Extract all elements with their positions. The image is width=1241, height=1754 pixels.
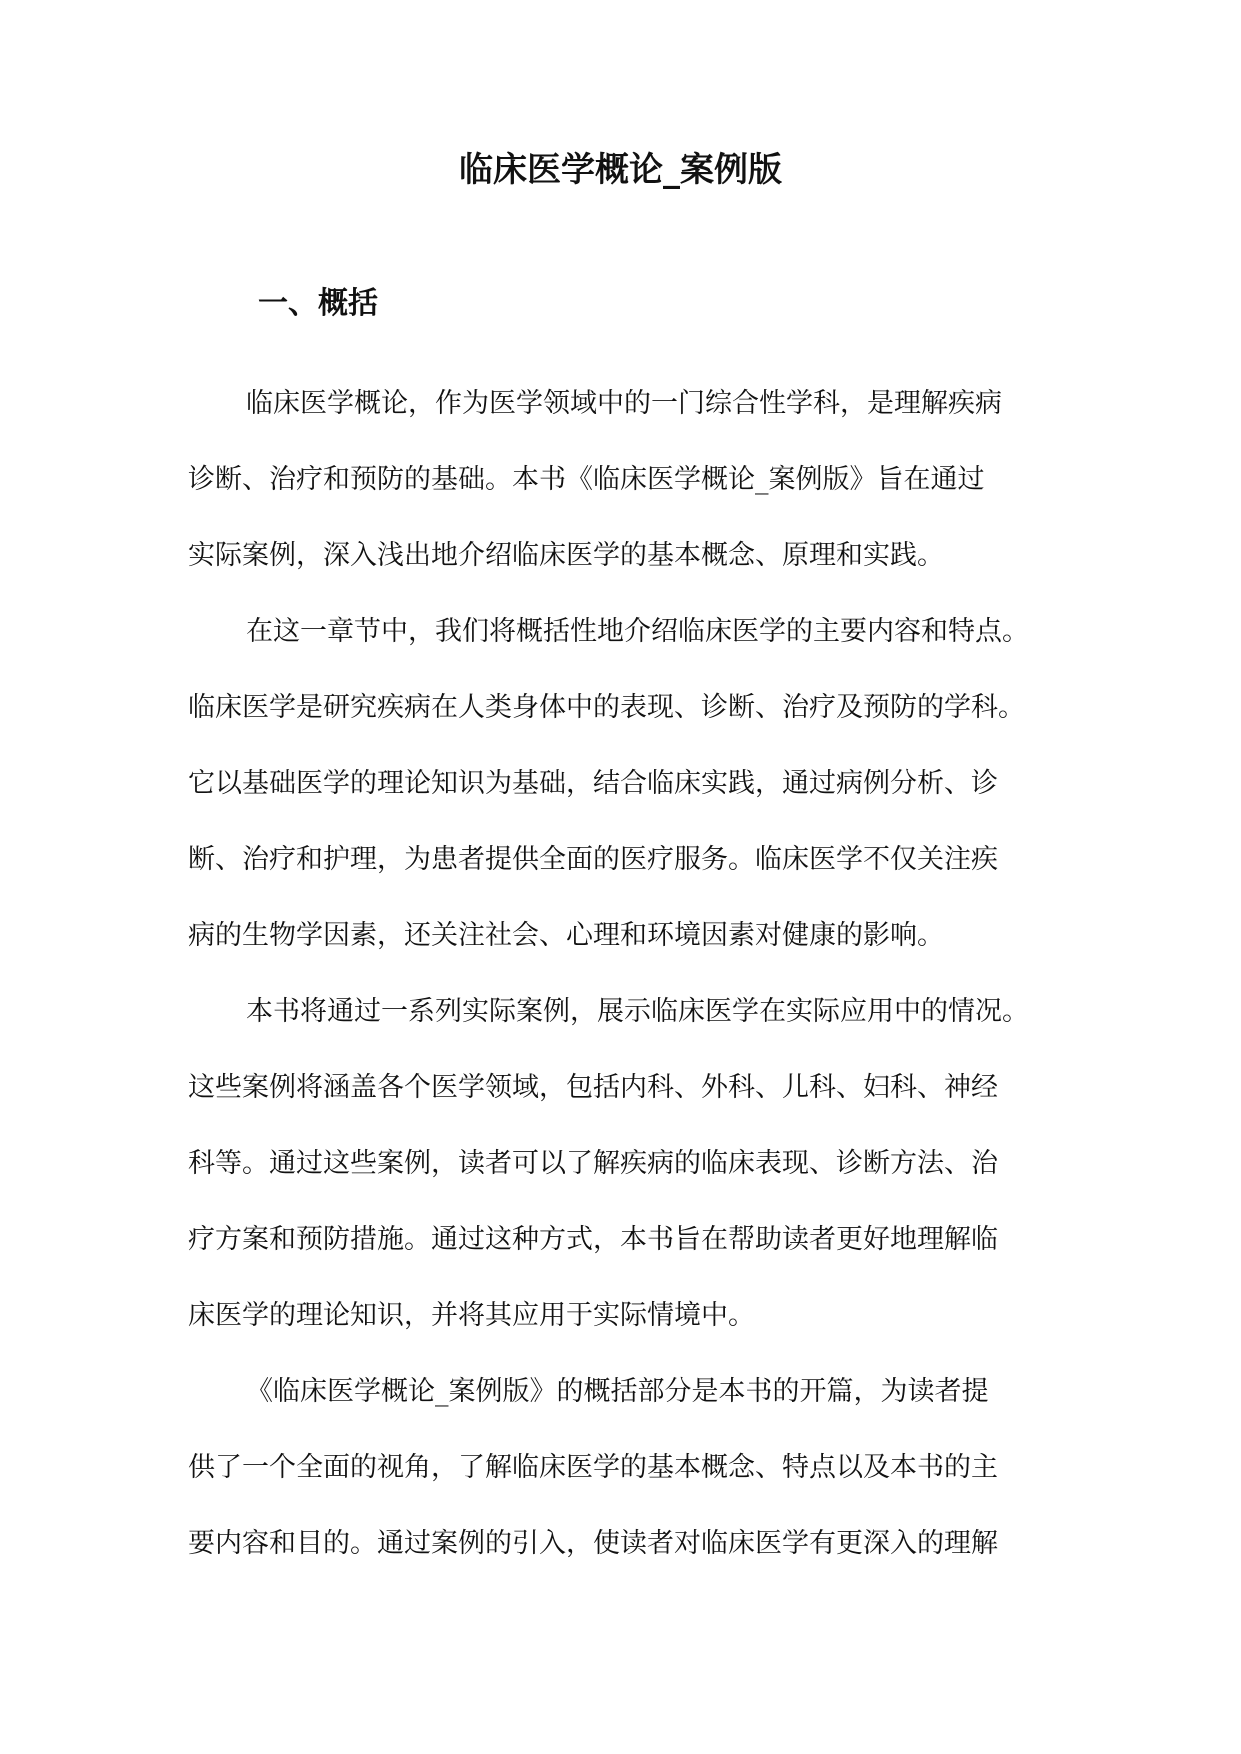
- paragraph-4-line: 《临床医学概论_案例版》的概括部分是本书的开篇，为读者提: [246, 1376, 989, 1407]
- document-title: 临床医学概论_案例版: [459, 150, 782, 190]
- paragraph-4-line: 要内容和目的。通过案例的引入，使读者对临床医学有更深入的理解: [188, 1528, 998, 1559]
- paragraph-4-line: 供了一个全面的视角，了解临床医学的基本概念、特点以及本书的主: [188, 1452, 998, 1483]
- paragraph-3-line: 本书将通过一系列实际案例，展示临床医学在实际应用中的情况。: [246, 996, 1029, 1027]
- paragraph-2-line: 断、治疗和护理，为患者提供全面的医疗服务。临床医学不仅关注疾: [188, 844, 998, 875]
- paragraph-3-line: 科等。通过这些案例，读者可以了解疾病的临床表现、诊断方法、治: [188, 1148, 998, 1179]
- body-text: [188, 366, 1058, 1582]
- paragraph-3-line: 疗方案和预防措施。通过这种方式，本书旨在帮助读者更好地理解临: [188, 1224, 998, 1255]
- paragraph-1-line: 诊断、治疗和预防的基础。本书《临床医学概论_案例版》旨在通过: [188, 464, 985, 495]
- paragraph-2-line: 病的生物学因素，还关注社会、心理和环境因素对健康的影响。: [188, 920, 944, 951]
- paragraph-2-line: 它以基础医学的理论知识为基础，结合临床实践，通过病例分析、诊: [188, 768, 998, 799]
- paragraph-1-line: 实际案例，深入浅出地介绍临床医学的基本概念、原理和实践。: [188, 540, 944, 571]
- paragraph-1-line: 临床医学概论，作为医学领域中的一门综合性学科，是理解疾病: [246, 388, 1002, 419]
- paragraph-2-line: 临床医学是研究疾病在人类身体中的表现、诊断、治疗及预防的学科。: [188, 692, 1025, 723]
- section-heading: 一、概括: [258, 286, 378, 321]
- paragraph-3-line: 床医学的理论知识，并将其应用于实际情境中。: [188, 1300, 755, 1331]
- paragraph-2-line: 在这一章节中，我们将概括性地介绍临床医学的主要内容和特点。: [246, 616, 1029, 647]
- paragraph-3-line: 这些案例将涵盖各个医学领域，包括内科、外科、儿科、妇科、神经: [188, 1072, 998, 1103]
